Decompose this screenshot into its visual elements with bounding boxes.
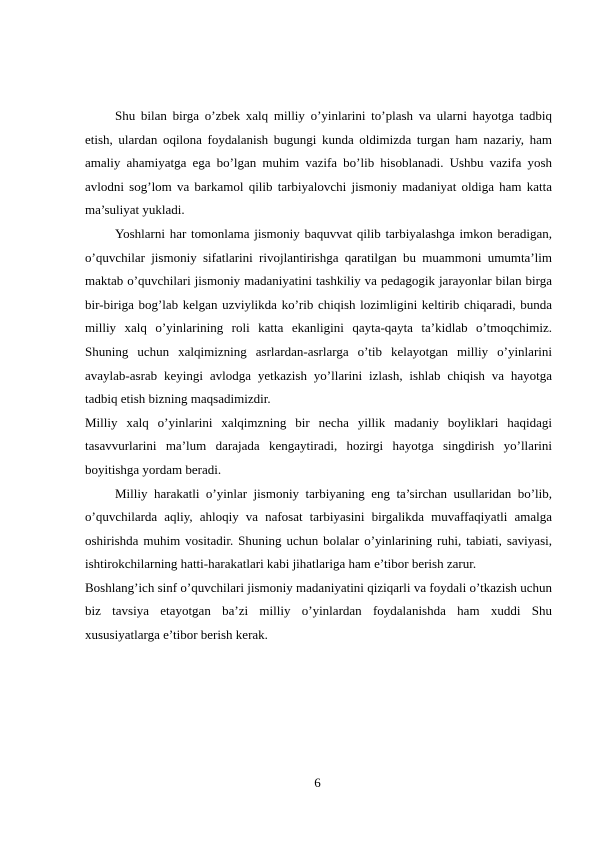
body-text (85, 104, 552, 647)
paragraph-3: Milliy xalq o’yinlarini xalqimzning bir necha yillik madaniy boyliklari haqidagi tasavvurlarini ma’lum darajada kengaytiradi, hozirgi hayotga singdirish yo’llarini boyitishga yordam beradi. (85, 414, 552, 477)
page-number: 6 (314, 775, 321, 790)
paragraph-4: Milliy harakatli o’yinlar jismoniy tarbiyaning eng ta’sirchan usullaridan bo’lib, o’quvchilarda aqliy, ahloqiy va nafosat tarbiyasini birgalikda muvaffaqiyatli amalga oshirishda muhim vositadir. Shuning uchun bolalar o’yinlarining ruhi, tabiati, saviyasi, ishtirokchilarning hatti-harakatlari kabi jihatlariga ham e’tibor berish zarur. (85, 485, 552, 572)
paragraph-2: Yoshlarni har tomonlama jismoniy baquvvat qilib tarbiyalashga imkon beradigan, o’quvchilar jismoniy sifatlarini rivojlantirishga qaratilgan bu muammoni umumta’lim maktab o’quvchilari jismoniy madaniyatini tashkiliy va pedagogik jarayonlar bilan birga bir-biriga bog’lab kelgan uzviylikda ko’rib chiqish lozimligini keltirib chiqaradi, bunda milliy xalq o’yinlarining roli katta ekanligini qayta-qayta ta’kidlab o’tmoqchimiz. Shuning uchun xalqimizning asrlardan-asrlarga o’tib kelayotgan milliy o’yinlarini avaylab-asrab keyingi avlodga yetkazish yo’llarini izlash, ishlab chiqish va hayotga tadbiq etish bizning maqsadimizdir. (85, 225, 552, 407)
paragraph-5: Boshlang’ich sinf o’quvchilari jismoniy madaniyatini qiziqarli va foydali o’tkazish uchun biz tavsiya etayotgan ba’zi milliy o’yinlardan foydalanishda ham xuddi Shu xususiyatlarga e’tibor berish kerak. (85, 579, 552, 643)
paragraph-1: Shu bilan birga o’zbek xalq milliy o’yinlarini to’plash va ularni hayotga tadbiq etish, ulardan oqilona foydalanish bugungi kunda oldimizda turgan ham nazariy, ham amaliy ahamiyatga ega bo’lgan muhim vazifa bo’lib hisoblanadi. Ushbu vazifa yosh avlodni sog’lom va barkamol qilib tarbiyalovchi jismoniy madaniyat oldiga ham katta ma’suliyat yukladi. (85, 108, 552, 218)
